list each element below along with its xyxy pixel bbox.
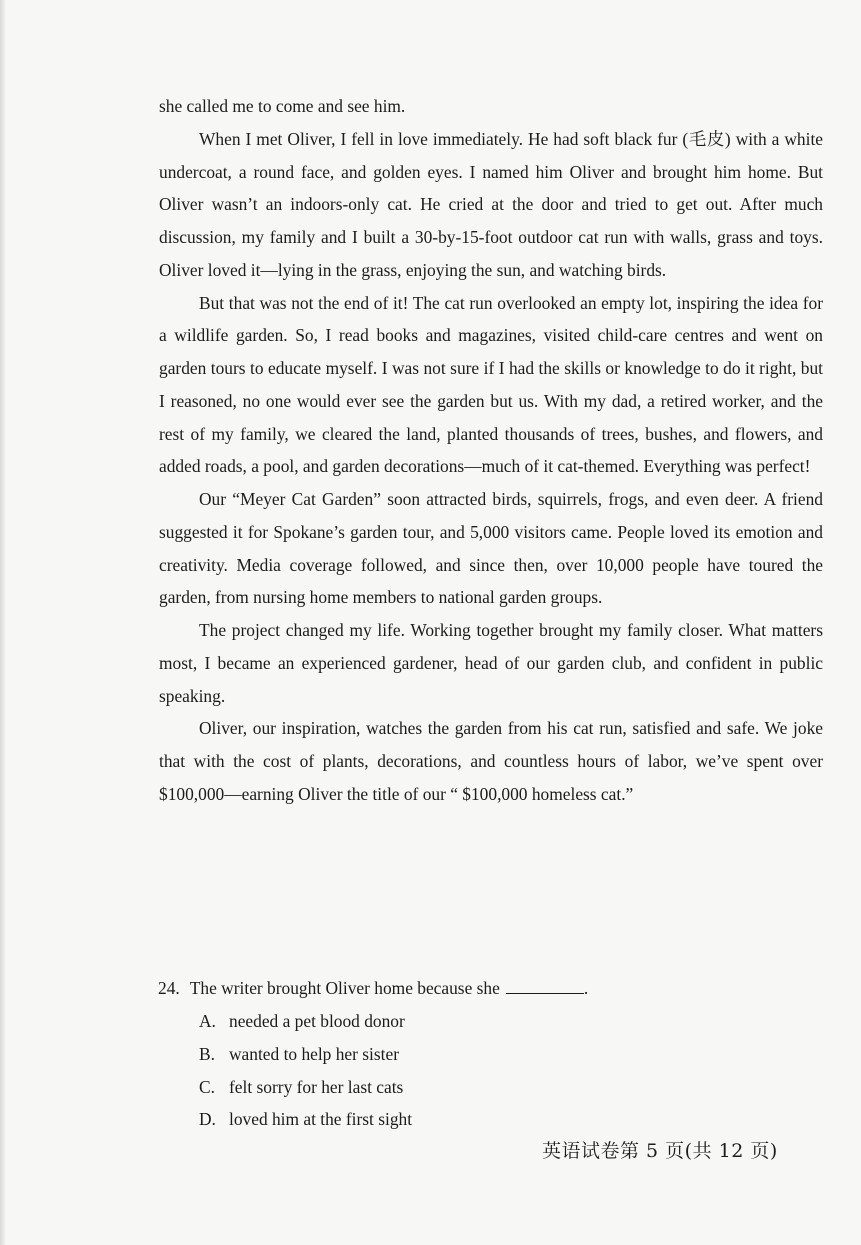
option-a[interactable]	[199, 1005, 412, 1038]
page-edge-shadow	[0, 0, 6, 1245]
option-c[interactable]	[199, 1071, 412, 1104]
question-end: .	[583, 978, 589, 998]
question-24	[158, 972, 588, 1005]
question-number: 24.	[158, 978, 180, 998]
option-letter: B.	[199, 1043, 215, 1064]
passage-paragraph: she called me to come and see him.	[159, 96, 406, 116]
option-text: needed a pet blood donor	[229, 1011, 405, 1031]
passage-paragraph: Our “Meyer Cat Garden” soon attracted birds, squirrels, frogs, and even deer. A friend suggested it for Spokane’s garden tour, and 5,000 visitors came. People loved its emotion and creativity. Media coverage followed, and since then, over 10,000 people have toured the garden, from nursing home members to national garden groups.	[159, 489, 823, 608]
option-letter: A.	[199, 1011, 216, 1031]
answer-blank[interactable]	[506, 992, 584, 994]
answer-options	[199, 1005, 412, 1136]
question-stem: The writer brought Oliver home because she	[189, 978, 500, 998]
passage-paragraph: But that was not the end of it! The cat run overlooked an empty lot, inspiring the idea for a wildlife garden. So, I read books and magazines, visited child-care centres and went on garden tours to educate myself. I was not sure if I had the skills or knowledge to do it right, but I reasoned, no one would ever see the garden but us. With my dad, a retired worker, and the rest of my family, we cleared the land, planted thousands of trees, bushes, and flowers, and added roads, a pool, and garden decorations—much of it cat-themed. Everything was perfect!	[159, 292, 823, 477]
option-d[interactable]	[199, 1103, 412, 1136]
option-text: wanted to help her sister	[229, 1043, 399, 1064]
option-letter: D.	[199, 1109, 216, 1130]
passage-paragraph: The project changed my life. Working together brought my family closer. What matters most, I became an experienced gardener, head of our garden club, and confident in public speaking.	[159, 620, 823, 706]
option-text: felt sorry for her last cats	[229, 1076, 404, 1097]
reading-passage	[159, 90, 823, 811]
option-letter: C.	[199, 1076, 215, 1097]
passage-paragraph: When I met Oliver, I fell in love immediately. He had soft black fur (毛皮) with a white undercoat, a round face, and golden eyes. I named him Oliver and brought him home. But Oliver wasn’t an indoors-only cat. He cried at the door and tried to get out. After much discussion, my family and I built a 30-by-15-foot outdoor cat run with walls, grass and toys. Oliver loved it—lying in the grass, enjoying the sun, and watching birds.	[159, 128, 823, 280]
option-b[interactable]	[199, 1038, 412, 1071]
page-footer: 英语试卷第 5 页(共 12 页)	[542, 1140, 778, 1162]
passage-paragraph: Oliver, our inspiration, watches the garden from his cat run, satisfied and safe. We joke that with the cost of plants, decorations, and countless hours of labor, we’ve spent over $100,000—earning Oliver the title of our “ $100,000 homeless cat.”	[159, 718, 823, 804]
option-text: loved him at the first sight	[229, 1109, 413, 1130]
